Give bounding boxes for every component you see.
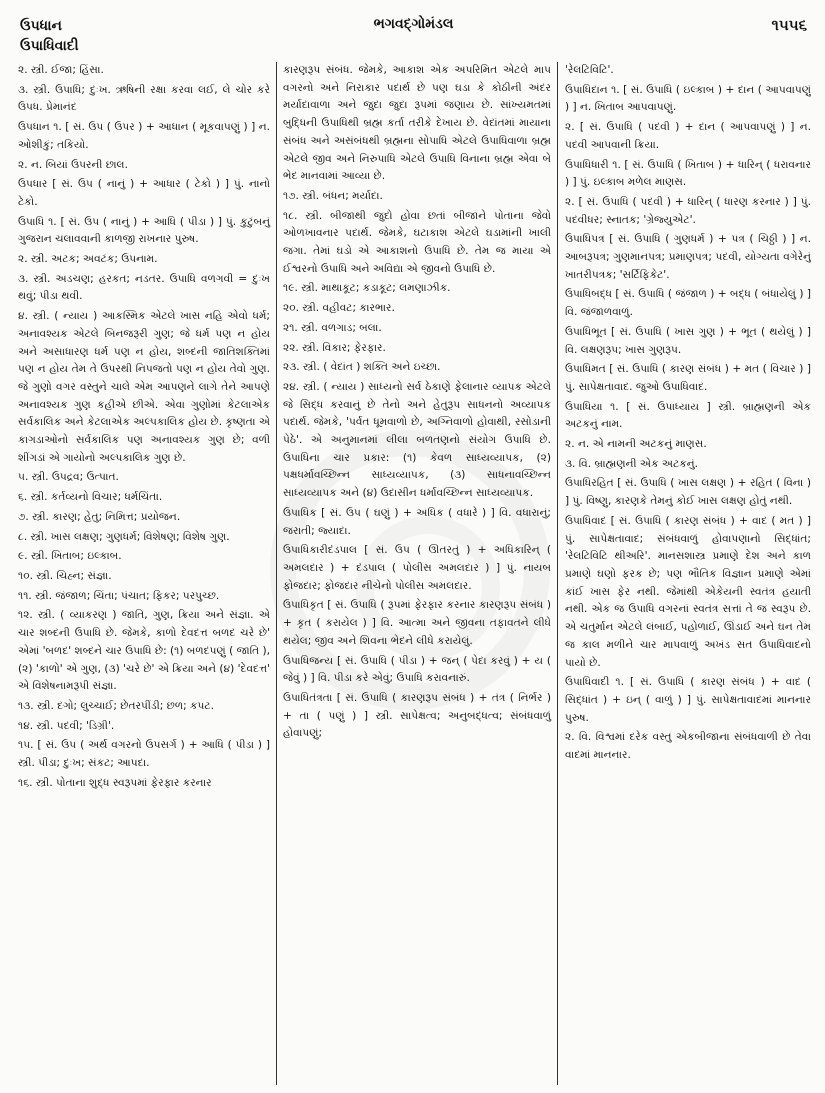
page-number: ૧૫૫૬ — [771, 16, 807, 34]
dictionary-entry: ૯. સ્ત્રી. ખિતાબ; ઇલ્કાબ. — [18, 550, 122, 563]
dictionary-entry: ઉપાધિરહિત [ સં. ઉપાધિ ( ખાસ લક્ષણ ) + રહિત ( વિના ) ] પું. વિષ્ણુ, કારણકે તેમનું કોઈ ખાસ લક્ષણ હોતું નથી. — [565, 477, 811, 508]
dictionary-entry: ૨૪. સ્ત્રી. ( ન્યાય ) સાધ્યનો સર્વ ઠેકાણે ફેલાનાર વ્યાપક એટલે જે સિદ્ધ કરવાનું છે તેનો અને હેતુરૂપ સાધનનો અવ્યાપક પદાર્થ. જેમકે, 'પર્વત ધૂમવાળો છે, અગ્નિવાળો હોવાથી, રસોડાની પેઠે'. એ અનુમાનમાં લીલા બળતણનો સંયોગ ઉપાધિ છે. ઉપાધિના ચાર પ્રકાર: (૧) કેવળ સાધ્યવ્યાપક, (૨) પક્ષધર્માવચ્છિન્ન સાધ્યવ્યાપક, (૩) સાધનાવચ્છિન્ન સાધ્યવ્યાપક અને (૪) ઉદાસીન ધર્માવચ્છિન્ન સાધ્યવ્યાપક. — [283, 380, 551, 500]
dictionary-entry: કારણરૂપ સંબંધ. જેમકે, આકાશ એક અપરિમિત એટલે માપ વગરનો અને નિરાકાર પદાર્થ છે પણ ઘડા કે કોઠીની અંદર મર્યાદાવાળા અને જુદા જુદા રૂપમાં જણાય છે. સાંખ્યમતમાં બુદ્ધિની ઉપાધિથી બ્રહ્મ કર્તા તરીકે દેખાય છે. વેદાંતમાં માયાના સંબંધ અને અસંબંધથી બ્રહ્મના સોપાધિ એટલે ઉપાધિવાળા બ્રહ્મ એટલે જીવ અને નિરુપાધિ એટલે ઉપાધિ વિનાના બ્રહ્મ એવા બે ભેદ માનવામાં આવ્યા છે. — [283, 64, 551, 183]
dictionary-entry: ૧૦. સ્ત્રી. ચિહ્ન; સંજ્ઞા. — [18, 569, 112, 582]
dictionary-entry: ૩. સ્ત્રી. અડચણ; હરકત; નડતર. ઉપાધિ વળગવી = દુઃખ થવું; પીડા થવી. — [18, 272, 270, 303]
dictionary-entry: ઉપાધિયા ૧. [ સં. ઉપાધ્યાય ] સ્ત્રી. બ્રાહ્મણની એક અટકનું નામ. — [565, 400, 811, 431]
dictionary-entry: ૨. [ સં. ઉપાધિ ( પદવી ) + ધારિન્ ( ધારણ કરનાર ) ] પું. પદવીધર; સ્નાતક; 'ગ્રેજ્યુએટ'. — [565, 195, 811, 226]
dictionary-entry: ૨. ન. બિયાં ઉપરની છાલ. — [18, 158, 128, 171]
dictionary-entry: ૨. વિ. વિશ્વમાં દરેક વસ્તુ એકબીજાના સંબંધવાળી છે તેવા વાદમાં માનનાર. — [565, 731, 811, 762]
dictionary-entry: 'રેલટિવિટિ'. — [565, 64, 614, 76]
dictionary-entry: ૬. સ્ત્રી. કર્તવ્યનો વિચાર; ધર્મચિંતા. — [18, 491, 163, 504]
dictionary-entry: ૧૨. સ્ત્રી. ( વ્યાકરણ ) જાતિ, ગુણ, ક્રિયા અને સંજ્ઞા. એ ચાર શબ્દની ઉપાધિ છે. જેમકે, કાળો દેવદત્ત બળદ ચરે છે' એમાં 'બળદ' શબ્દને ચાર ઉપાધિ છે: (૧) બળદપણું ( જાતિ ), (૨) 'કાળો' એ ગુણ, (૩) 'ચરે છે' એ ક્રિયા અને (૪) 'દેવદત્ત' એ વિશેષનામરૂપી સંજ્ઞા. — [18, 609, 270, 693]
dictionary-entry: ૨૩. સ્ત્રી. ( વેદાંત ) શક્તિ અને ઇચ્છા. — [283, 361, 441, 374]
dictionary-entry: ઉપાધિવાદી ૧. [ સં. ઉપાધિ ( કારણ સંબંધ ) + વાદ ( સિદ્ધાંત ) + ઇન્ ( વાળું ) ] પું. સાપેક્ષતાવાદમાં માનનાર પુરુષ. — [565, 676, 811, 724]
dictionary-entry: ૩. સ્ત્રી. ઉપાધિ; દુઃખ. ઋષિની રક્ષા કરવા લઈ, લે ચોર કરે ઉપધ. પ્રેમાનંદ — [18, 83, 270, 114]
dictionary-entry: ઉપાધિવાદ [ સં. ઉપાધિ ( કારણ સંબંધ ) + વાદ ( મત ) ] પું. સાપેક્ષતાવાદ; સંબંધવાળું હોવાપણાનો સિદ્ધાંત; 'રેલટિવિટિ થીઅરિ'. માનસશાસ્ત્ર પ્રમાણે દેશ અને કાળ પ્રમાણે ઘણો ફરક છે; પણ ભૌતિક વિજ્ઞાન પ્રમાણે એમાં કાંઈ ખાસ ફેર નથી. જેમાંથી એકેયની સ્વતંત્ર હયાતી નથી. એક જ ઉપાધિ વગરનાં સ્વતંત્ર સત્તાં તે જ સ્વરૂપ છે. એ ચતુર્માન એટલે લંબાઈ, પહોળાઈ, ઊંડાઈ અને ઘન તેમ જ કાલ મળીને ચાર માપવાળું અખંડ સત ઉપાધિવાદનો પાયો છે. — [565, 514, 811, 669]
dictionary-entry: ઉપાધિજન્ય [ સં. ઉપાધિ ( પીડા ) + જન્ ( પેદા કરવું ) + ય ( જેવું ) ] વિ. પીડા કરે એવું; ઉપાધિ કરાવનારું. — [283, 654, 551, 685]
dictionary-entry: ૧૧. સ્ત્રી. જંજાળ; ચિંતા; પંચાત; ફિકર; પરપુચ્છ. — [18, 589, 220, 602]
dictionary-entry: ઉપાધિદાન ૧. [ સં. ઉપાધિ ( ઇલ્કાબ ) + દાન ( આપવાપણું ) ] ન. ખિતાબ આપવાપણું. — [565, 83, 811, 114]
dictionary-body — [18, 62, 811, 1085]
dictionary-entry: ૨૧. સ્ત્રી. વળગાડ; બલા. — [283, 321, 382, 334]
dictionary-entry: ઉપધાર [ સં. ઉપ ( નાનું ) + આધાર ( ટેકો ) ] પું. નાનો ટેકો. — [18, 178, 270, 208]
column-2 — [276, 62, 557, 1085]
column-3 — [557, 62, 811, 1085]
dictionary-entry: ૧૬. સ્ત્રી. પોતાના શુદ્ધ સ્વરૂપમાં ફેરફાર કરનાર — [18, 776, 212, 789]
dictionary-entry: ૩. વિ. બ્રાહ્મણની એક અટકનું. — [565, 457, 699, 470]
dictionary-entry: ૨. [ સં. ઉપાધિ ( પદવી ) + દાન ( આપવાપણું ) ] ન. પદવી આપવાની ક્રિયા. — [565, 121, 811, 151]
dictionary-entry: ઉપાધિમત [ સં. ઉપાધિ ( કારણ સંબંધ ) + મત ( વિચાર ) ] પું. સાપેક્ષતાવાદ. જુઓ ઉપાધિવાદ. — [565, 363, 811, 393]
dictionary-entry: ઉપધાન ૧. [ સં. ઉપ ( ઉપર ) + આધાન ( મૂકવાપણું ) ] ન. ઓશીકું; તકિયો. — [18, 121, 270, 151]
dictionary-entry: ઉપાધિકારીદંડપાલ [ સં. ઉપ ( ઊતરતું ) + અધિકારિન્ ( અમલદાર ) + દંડપાલ ( પોલીસ અમલદાર ) ] પું. નાયબ ફોજદાર; ફોજદાર નીચેનો પોલીસ અમલદાર. — [283, 544, 551, 592]
dictionary-entry: ૧૯. સ્ત્રી. માથાકૂટ; કડાકૂટ; લમણાઝીક. — [283, 282, 451, 295]
dictionary-entry: ઉપાધિબદ્ધ [ સં. ઉપાધિ ( જંજાળ ) + બદ્ધ ( બંધાયેલું ) ] વિ. જંજાળવાળું. — [565, 288, 811, 319]
dictionary-title: ભગવદ્ગોમંડલ — [373, 16, 454, 32]
dictionary-entry: ૮. સ્ત્રી. ખાસ લક્ષણ; ગુણધર્મ; વિશેષણ; વિશેષ ગુણ. — [18, 530, 230, 543]
dictionary-entry: ઉપાધિભૂત [ સં. ઉપાધિ ( ખાસ ગુણ ) + ભૂત ( થયેલું ) ] વિ. લક્ષણરૂપ; ખાસ ગુણરૂપ. — [565, 325, 811, 356]
dictionary-entry: ૧૮. સ્ત્રી. બીજાથી જુદો હોવા છતાં બીજાને પોતાના જેવો ઓળખાવનાર પદાર્થ. જેમકે, ઘટાકાશ એટલે ઘડામાંની ખાલી જગા. તેમાં ઘડો એ આકાશનો ઉપાધિ છે. તેમ જ માયા એ ઈશ્વરનો ઉપાધિ અને અવિદ્યા એ જીવનો ઉપાધિ છે. — [283, 209, 551, 275]
dictionary-entry: ઉપાધિ ૧. [ સં. ઉપ ( નાનું ) + આધિ ( પીડા ) ] પું. કુટુંબનું ગુજરાન ચલાવવાની કાળજી રાખનાર પુરુષ. — [18, 215, 270, 246]
dictionary-entry: ૨૦. સ્ત્રી. વહીવટ; કારભાર. — [283, 302, 395, 315]
dictionary-entry: ૫. સ્ત્રી. ઉપદ્રવ; ઉત્પાત. — [18, 471, 119, 484]
dictionary-entry: ૭. સ્ત્રી. કારણ; હેતુ; નિમિત્ત; પ્રયોજન. — [18, 510, 181, 523]
dictionary-entry: ૨. સ્ત્રી. અટક; અવટંક; ઉપનામ. — [18, 253, 158, 266]
dictionary-entry: ૧૭. સ્ત્રી. બંધન; મર્યાદા. — [283, 189, 383, 202]
dictionary-entry: ઉપાધિક [ સં. ઉપ ( ઘણું ) + અધિક ( વધારે ) ] વિ. વધારાનું; જરાતી; જ્યાદા. — [283, 506, 551, 537]
dictionary-entry: ૪. સ્ત્રી. ( ન્યાય ) આકસ્મિક એટલે ખાસ નહિ એવો ધર્મ; અનાવશ્યક એટલે બિનજરૂરી ગુણ; જે ધર્મ પણ ન હોય અને અસાધારણ ધર્મ પણ ન હોય, શબ્દની જાતિશક્તિમાં પણ ન હોય તેમ તે ઉપરથી નિપજતો પણ ન હોય તેવો ગુણ. જે ગુણો વગર વસ્તુને ચાલે એમ આપણને લાગે તેને આપણે અનાવશ્યક ગુણ કહીએ છીએ. એવા ગુણોમાં કેટલાએક સર્વકાલિક અને કેટલાએક અલ્પકાલિક હોય છે. કૃષ્ણતા એ કાગડાઓનો સર્વકાલિક પણ અનાવશ્યક ગુણ છે; વળી શીંગડાં એ ગાયોનો અલ્પકાલિક ગુણ છે. — [18, 310, 270, 464]
dictionary-entry: ઉપાધિપત્ર [ સં. ઉપાધિ ( ગુણધર્મ ) + પત્ર ( ચિઠ્ઠી ) ] ન. આબરૂપત્ર; ગુણમાનપત્ર; પ્રમાણપત્ર; પદવી, યોગ્યતા વગેરેનું ખાતરીપત્રક; 'સર્ટિફિકેટ'. — [565, 233, 811, 281]
dictionary-entry: ૨૨. સ્ત્રી. વિકાર; ફેરફાર. — [283, 341, 386, 354]
dictionary-entry: ૧૪. સ્ત્રી. પદવી; 'ડિગ્રી'. — [18, 719, 115, 732]
dictionary-entry: ૧૫. [ સં. ઉપ ( અર્થ વગરનો ઉપસર્ગ ) + આધિ ( પીડા ) ] સ્ત્રી. પીડા; દુઃખ; સંકટ; આપદા. — [18, 739, 270, 770]
guide-word-last: ઉપાધિવાદી — [20, 38, 79, 54]
dictionary-entry: ૧૩. સ્ત્રી. દગો; લુચ્ચાઈ; છેતરપીંડી; છળ; કપટ. — [18, 699, 214, 712]
page-header — [20, 16, 807, 60]
dictionary-entry: ૨. સ્ત્રી. ઈજા; હિંસા. — [18, 64, 104, 76]
dictionary-entry: ઉપાધિતંત્રતા [ સં. ઉપાધિ ( કારણરૂપ સંબંધ ) + તંત્ર ( નિર્ભર ) + તા ( પણું ) ] સ્ત્રી. સાપેક્ષત્વ; અનુબદ્ધત્વ; સંબંધવાળું હોવાપણું; — [283, 691, 551, 740]
dictionary-entry: ઉપાધિધારી ૧. [ સં. ઉપાધિ ( ખિતાબ ) + ધારિન્ ( ધરાવનાર ) ] પું. ઇલ્કાબ મળેલ માણસ. — [565, 158, 811, 189]
dictionary-entry: ઉપાધિકૃત [ સં. ઉપાધિ ( રૂપમાં ફેરફાર કરનાર કારણરૂપ સંબંધ ) + કૃત ( કરાયેલ ) ] વિ. આત્મા અને જીવના તફાવતને લીધે થયેલ; જીવ અને શિવના ભેદને લીધે કરાયેલું. — [283, 599, 551, 647]
dictionary-entry: ૨. ન. એ નામની અટકનું માણસ. — [565, 438, 707, 451]
guide-word-first: ઉપધાન — [20, 18, 62, 34]
column-1 — [18, 62, 276, 1085]
